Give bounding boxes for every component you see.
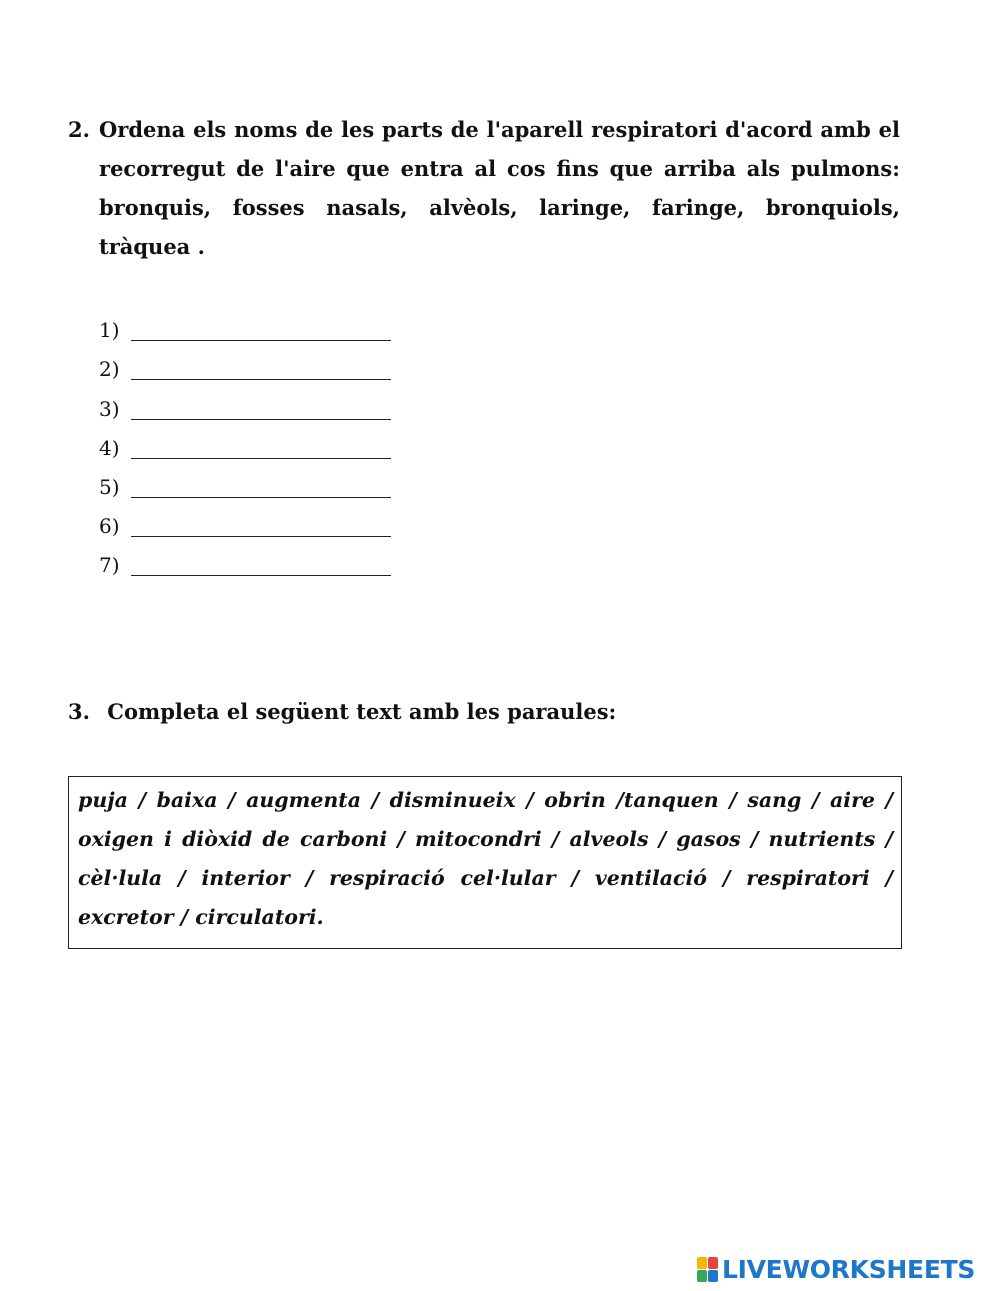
answer-blank[interactable] [131,551,391,576]
answer-blank[interactable] [131,434,391,459]
answer-number: 4) [99,435,120,460]
answer-number: 5) [99,474,120,499]
answer-number: 6) [99,514,120,539]
liveworksheets-logo [697,1255,975,1285]
answer-number: 1) [99,318,120,343]
word-bank-box [68,776,902,949]
answer-row [99,345,391,384]
answer-blank[interactable] [131,395,391,420]
question-3-text: Completa el següent text amb les paraules: [107,699,617,724]
answer-blank[interactable] [131,316,391,341]
answer-list [99,306,391,580]
answer-number: 3) [99,396,120,421]
question-2-text: Ordena els noms de les parts de l'aparell respiratori d'acord amb el recorregut de l'aire que entra al cos fins que arriba als pulmons: bronquis, fosses nasals, alvèols, laringe, faringe, bronquiols, tràquea . [99,117,900,259]
answer-number: 7) [99,553,120,578]
answer-blank[interactable] [131,512,391,537]
answer-number: 2) [99,357,120,382]
answer-row [99,502,391,541]
answer-blank[interactable] [131,473,391,498]
logo-text: LIVEWORKSHEETS [722,1255,976,1284]
answer-row [99,306,391,345]
answer-row [99,384,391,423]
question-3 [68,697,616,727]
question-2-number: 2. [68,117,90,142]
logo-mark-icon [697,1257,719,1283]
question-3-number: 3. [68,699,90,724]
word-bank-text: puja / baixa / augmenta / disminueix / obrin /tanquen / sang / aire / oxigen i diòxid de carboni / mitocondri / alveols / gasos / nutrients / cèl·lula / interior / respiració cel·lular / ventilació / respiratori / excretor / circulatori. [78,788,893,929]
answer-row [99,463,391,502]
answer-row [99,424,391,463]
answer-row [99,541,391,580]
question-2 [68,110,900,266]
answer-blank[interactable] [131,355,391,380]
